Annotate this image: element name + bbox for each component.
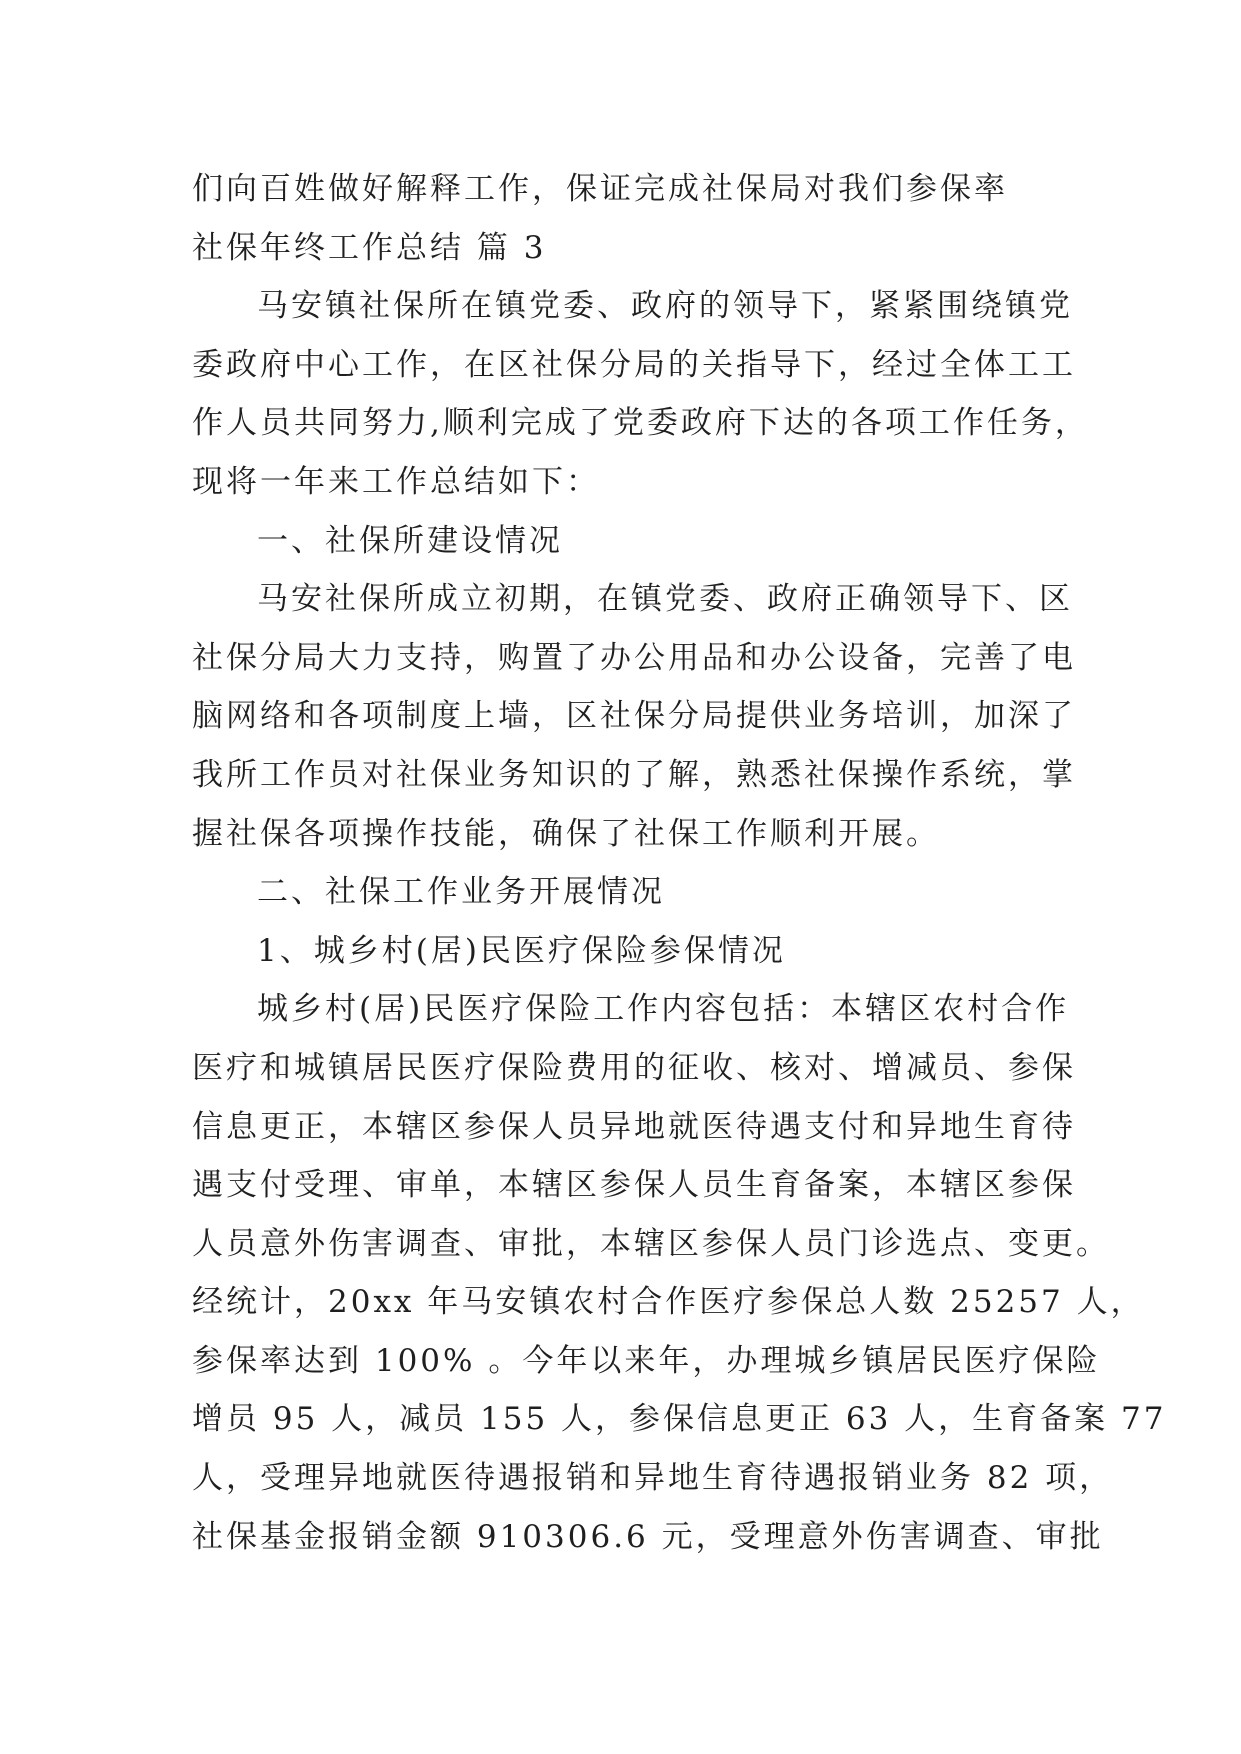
paragraph-line: 信息更正，本辖区参保人员异地就医待遇支付和异地生育待 — [192, 1108, 1076, 1145]
paragraph-line: 们向百姓做好解释工作，保证完成社保局对我们参保率 — [192, 171, 1008, 207]
paragraph-line: 马安镇社保所在镇党委、政府的领导下，紧紧围绕镇党 — [257, 288, 1073, 325]
paragraph-line: 马安社保所成立初期，在镇党委、政府正确领导下、区 — [257, 581, 1073, 618]
paragraph-line: 遇支付受理、审单，本辖区参保人员生育备案，本辖区参保 — [192, 1167, 1076, 1204]
section-heading: 社保年终工作总结 篇 3 — [192, 229, 547, 266]
paragraph-line: 社保基金报销金额 910306.6 元，受理意外伤害调查、审批 — [192, 1518, 1104, 1555]
paragraph-line: 作人员共同努力,顺利完成了党委政府下达的各项工作任务， — [192, 405, 1089, 442]
subheading: 二、社保工作业务开展情况 — [257, 874, 665, 911]
document-body — [192, 160, 1167, 1566]
paragraph-line: 握社保各项操作技能，确保了社保工作顺利开展。 — [192, 815, 940, 852]
paragraph-line: 人，受理异地就医待遇报销和异地生育待遇报销业务 82 项， — [192, 1460, 1114, 1497]
paragraph-line: 委政府中心工作，在区社保分局的关指导下，经过全体工工 — [192, 346, 1076, 383]
paragraph-line: 社保分局大力支持，购置了办公用品和办公设备，完善了电 — [192, 639, 1076, 676]
subheading: 1、城乡村(居)民医疗保险参保情况 — [257, 932, 786, 969]
subheading: 一、社保所建设情况 — [257, 522, 563, 559]
paragraph-line: 我所工作员对社保业务知识的了解，熟悉社保操作系统，掌 — [192, 756, 1076, 793]
paragraph-line: 参保率达到 100% 。今年以来年，办理城乡镇居民医疗保险 — [192, 1342, 1101, 1379]
paragraph-line: 人员意外伤害调查、审批，本辖区参保人员门诊选点、变更。 — [192, 1225, 1110, 1262]
paragraph-line: 脑网络和各项制度上墙，区社保分局提供业务培训，加深了 — [192, 698, 1076, 735]
paragraph-line: 增员 95 人，减员 155 人，参保信息更正 63 人，生育备案 77 — [192, 1401, 1167, 1438]
paragraph-line: 经统计，20xx 年马安镇农村合作医疗参保总人数 25257 人， — [192, 1284, 1145, 1321]
paragraph-line: 医疗和城镇居民医疗保险费用的征收、核对、增减员、参保 — [192, 1049, 1076, 1086]
paragraph-line: 现将一年来工作总结如下： — [192, 463, 600, 500]
paragraph-line: 城乡村(居)民医疗保险工作内容包括：本辖区农村合作 — [257, 991, 1070, 1028]
